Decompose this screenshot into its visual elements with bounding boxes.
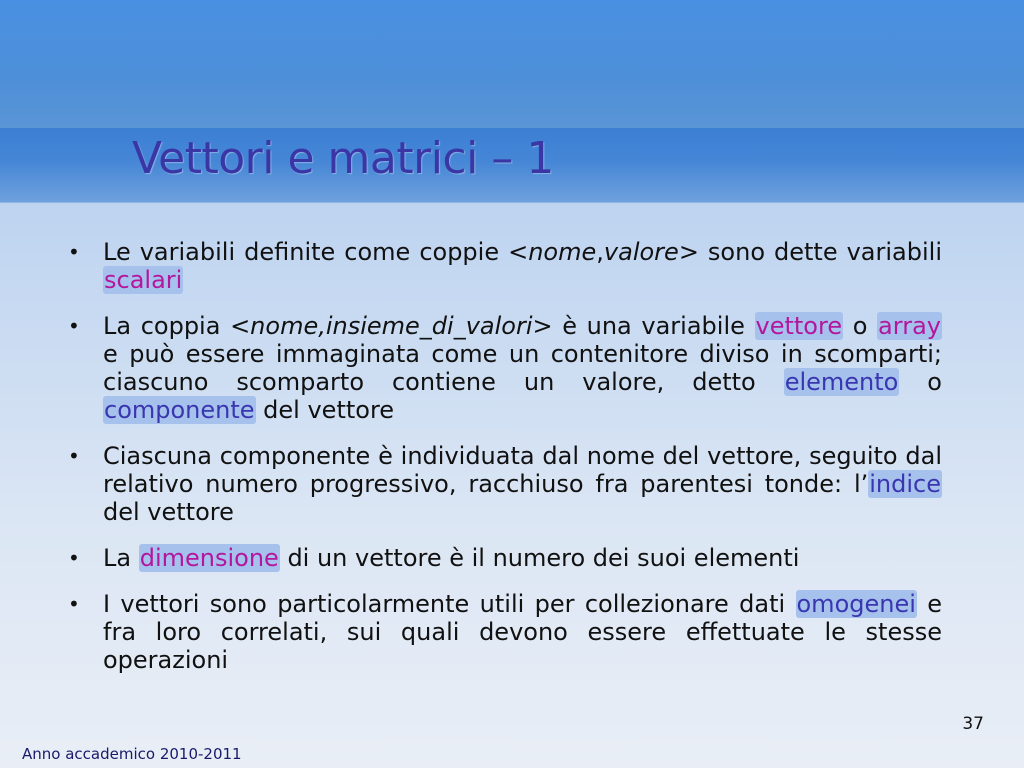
bullet-text: o: [899, 368, 942, 396]
header-band: [0, 0, 1024, 128]
bullet-text: Le variabili definite come coppie <: [103, 238, 529, 266]
bullet-icon: •: [68, 592, 80, 616]
bullet-text: Ciascuna componente è individuata dal nome del vettore, seguito dal relativo numero progressivo, racchiuso fra parentesi tonde: l’: [103, 442, 942, 498]
bullet-item: [68, 442, 942, 526]
bullet-item: [68, 312, 942, 424]
keyword-highlight: elemento: [784, 368, 899, 396]
bullet-text: e può essere immaginata come un contenitore diviso in scomparti; ciascuno scomparto contiene un valore, detto: [103, 340, 942, 396]
bullet-icon: •: [68, 444, 80, 468]
bullet-text: e fra loro correlati, sui quali devono essere effettuate le stesse operazioni: [103, 590, 942, 674]
footer-text: Anno accademico 2010-2011: [22, 745, 242, 763]
bullet-text: > è una variabile: [532, 312, 755, 340]
bullet-item: [68, 238, 942, 294]
keyword-highlight: scalari: [104, 266, 183, 294]
bullet-text: La: [103, 544, 139, 572]
bullet-icon: •: [68, 240, 80, 264]
bullet-item: [68, 544, 942, 572]
keyword-highlight: omogenei: [796, 590, 916, 618]
bullet-text: o: [843, 312, 878, 340]
bullet-icon: •: [68, 314, 80, 338]
italic-term: nome: [528, 238, 597, 266]
page-number: 37: [962, 714, 984, 734]
bullet-text: La coppia <: [103, 312, 251, 340]
bullet-item: [68, 590, 942, 674]
bullet-text: del vettore: [255, 396, 395, 424]
italic-term: nome,insieme_di_valori: [250, 312, 533, 340]
italic-term: valore: [603, 238, 679, 266]
keyword-highlight: indice: [869, 470, 941, 498]
bullet-text: ,: [596, 238, 604, 266]
slide-title: Vettori e matrici – 1: [132, 133, 554, 184]
bullet-text: > sono dette variabili: [678, 238, 942, 266]
bullet-icon: •: [68, 546, 80, 570]
keyword-highlight: vettore: [755, 312, 843, 340]
keyword-highlight: componente: [104, 396, 255, 424]
bullet-text: del vettore: [103, 498, 234, 526]
bullet-text: I vettori sono particolarmente utili per collezionare dati: [103, 590, 796, 618]
bullet-text: di un vettore è il numero dei suoi elementi: [279, 544, 800, 572]
keyword-highlight: dimensione: [139, 544, 279, 572]
keyword-highlight: array: [878, 312, 941, 340]
bullet-list: [68, 238, 942, 692]
